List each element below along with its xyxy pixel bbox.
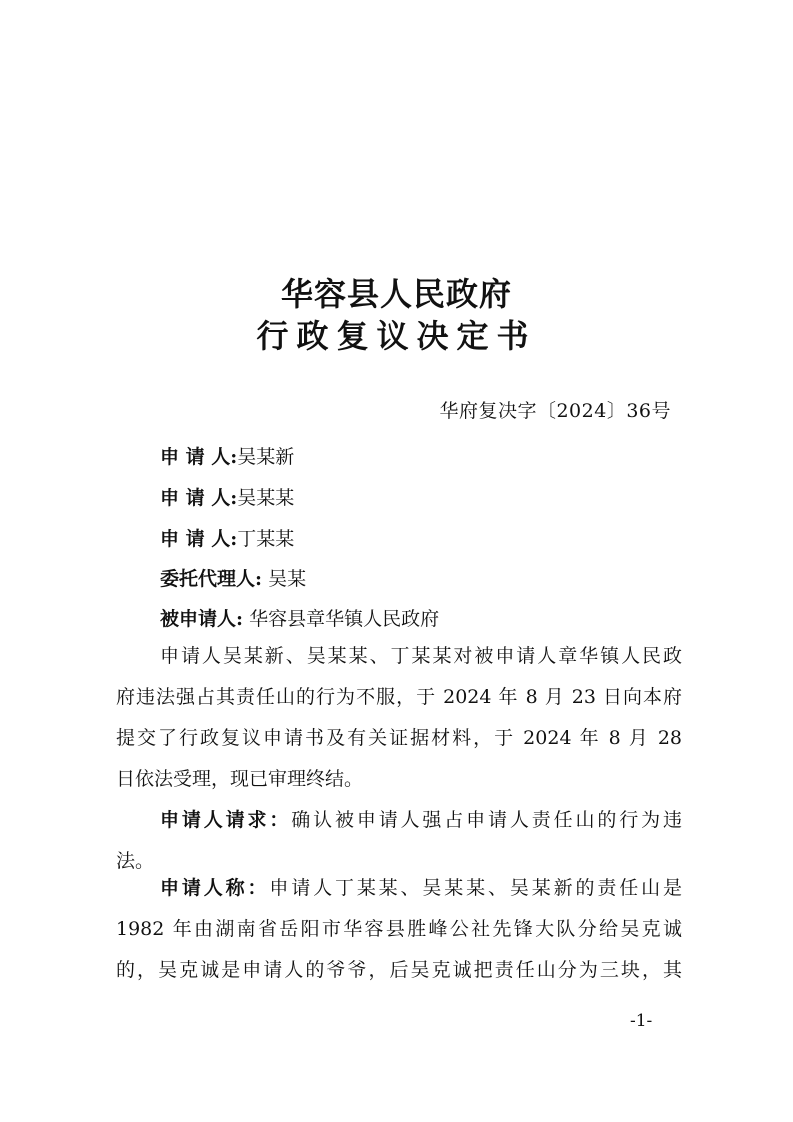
text-line bbox=[116, 868, 682, 909]
paragraph-case-intro bbox=[116, 636, 682, 800]
party-label: 申 请 人: bbox=[160, 446, 238, 468]
party-line-respondent bbox=[160, 606, 439, 632]
text-line: 府违法强占其责任山的行为不服，于 2024 年 8 月 23 日向本府 bbox=[116, 686, 682, 708]
page-number: -1- bbox=[630, 1011, 653, 1031]
party-line-applicant-3 bbox=[160, 526, 294, 552]
text-line: 申请人吴某新、吴某某、丁某某对被申请人章华镇人民政 bbox=[160, 645, 682, 667]
party-label: 申 请 人: bbox=[160, 528, 238, 550]
text-line: 日依法受理，现已审理终结。 bbox=[116, 768, 364, 790]
party-label: 委托代理人: bbox=[160, 568, 263, 590]
section-label: 申请人称： bbox=[160, 877, 270, 899]
party-label: 申 请 人: bbox=[160, 487, 238, 509]
party-line-applicant-1 bbox=[160, 444, 294, 470]
text-segment: 确认被申请人强占申请人责任山的行为违 bbox=[291, 809, 682, 831]
text-line bbox=[116, 800, 682, 841]
party-line-agent bbox=[160, 566, 306, 592]
party-label: 被申请人: bbox=[160, 608, 244, 630]
paragraph-claims bbox=[116, 868, 682, 991]
document-number: 华府复决字〔2024〕36号 bbox=[439, 400, 671, 422]
issuer-title: 华容县人民政府 bbox=[280, 275, 512, 313]
text-line: 1982 年由湖南省岳阳市华容县胜峰公社先锋大队分给吴克诚 bbox=[116, 918, 682, 940]
text-line: 法。 bbox=[116, 850, 155, 872]
party-line-applicant-2 bbox=[160, 485, 294, 511]
document-title: 行政复议决定书 bbox=[256, 317, 537, 355]
party-value: 吴某新 bbox=[237, 446, 295, 468]
party-value: 吴某 bbox=[268, 568, 307, 590]
party-value: 华容县章华镇人民政府 bbox=[249, 608, 440, 630]
party-value: 吴某某 bbox=[237, 487, 295, 509]
text-line: 提交了行政复议申请书及有关证据材料，于 2024 年 8 月 28 bbox=[116, 727, 682, 749]
section-label: 申请人请求： bbox=[160, 809, 292, 831]
party-value: 丁某某 bbox=[237, 528, 295, 550]
text-segment: 申请人丁某某、吴某某、吴某新的责任山是 bbox=[269, 877, 682, 899]
text-line: 的，吴克诚是申请人的爷爷，后吴克诚把责任山分为三块，其 bbox=[116, 959, 682, 981]
